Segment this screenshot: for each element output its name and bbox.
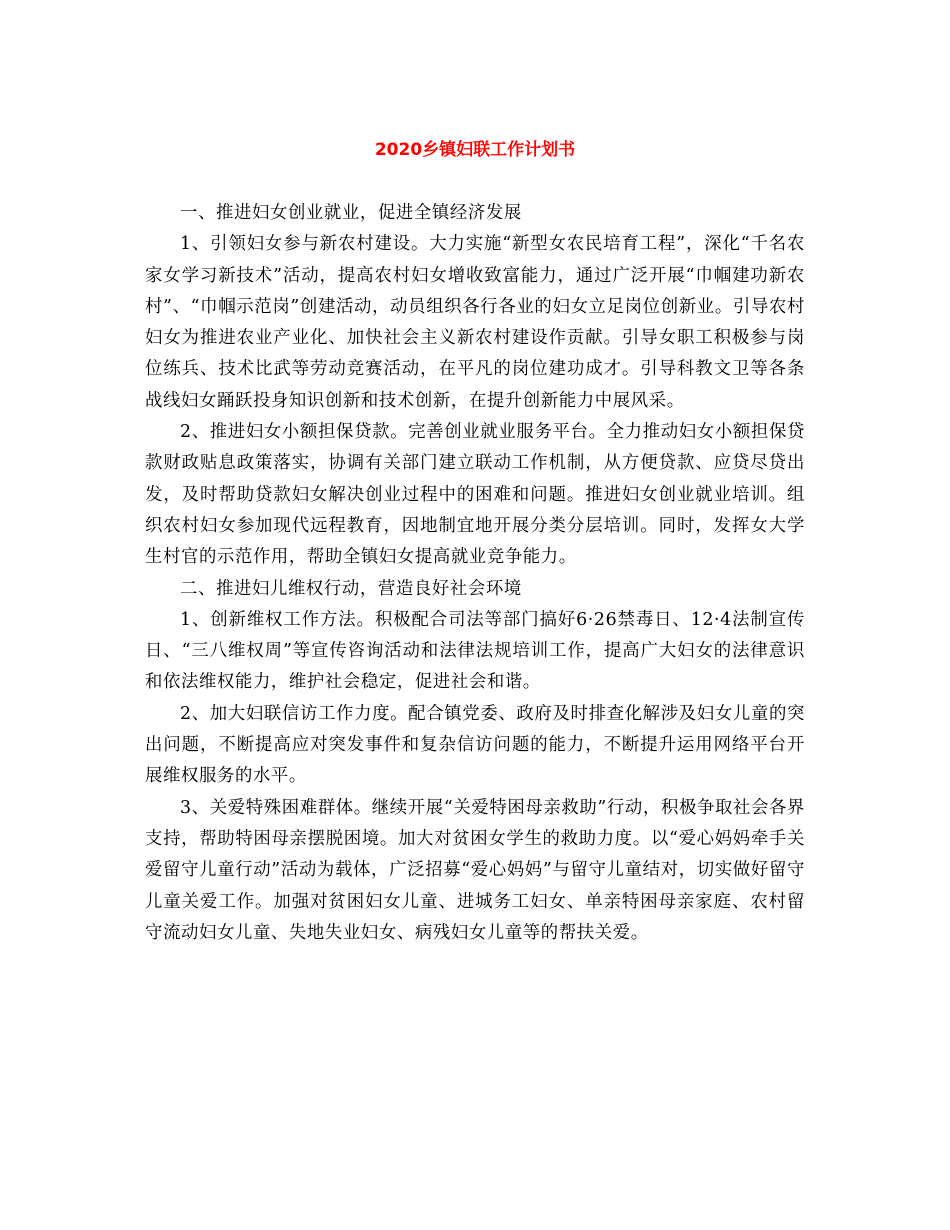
- document-title: 2020乡镇妇联工作计划书: [374, 140, 576, 160]
- document-body: [145, 198, 805, 949]
- paragraph: 2、推进妇女小额担保贷款。完善创业就业服务平台。全力推动妇女小额担保贷款财政贴息政策落实，协调有关部门建立联动工作机制，从方便贷款、应贷尽贷出发，及时帮助贷款妇女解决创业过程中的困难和问题。推进妇女创业就业培训。组织农村妇女参加现代远程教育，因地制宜地开展分类分层培训。同时，发挥女大学生村官的示范作用，帮助全镇妇女提高就业竞争能力。: [145, 422, 805, 568]
- section-heading: 一、推进妇女创业就业，促进全镇经济发展: [180, 203, 522, 223]
- paragraph: 2、加大妇联信访工作力度。配合镇党委、政府及时排查化解涉及妇女儿童的突出问题，不断提高应对突发事件和复杂信访问题的能力，不断提升运用网络平台开展维权服务的水平。: [145, 703, 805, 787]
- paragraph: 1、创新维权工作方法。积极配合司法等部门搞好6·26禁毒日、12·4法制宣传日、“三八维权周”等宣传咨询活动和法律法规培训工作，提高广大妇女的法律意识和依法维权能力，维护社会稳定，促进社会和谐。: [145, 609, 805, 693]
- paragraph: 3、关爱特殊困难群体。继续开展“关爱特困母亲救助”行动，积极争取社会各界支持，帮助特困母亲摆脱困境。加大对贫困女学生的救助力度。以“爱心妈妈牵手关爱留守儿童行动”活动为载体，广泛招募“爱心妈妈”与留守儿童结对，切实做好留守儿童关爱工作。加强对贫困妇女儿童、进城务工妇女、单亲特困母亲家庭、农村留守流动妇女儿童、失地失业妇女、病残妇女儿童等的帮扶关爱。: [145, 797, 805, 943]
- section-heading: 二、推进妇儿维权行动，营造良好社会环境: [180, 578, 522, 599]
- paragraph: 1、引领妇女参与新农村建设。大力实施“新型女农民培育工程”，深化“千名农家女学习新技术”活动，提高农村妇女增收致富能力，通过广泛开展“巾帼建功新农村”、“巾帼示范岗”创建活动，动员组织各行各业的妇女立足岗位创新业。引导农村妇女为推进农业产业化、加快社会主义新农村建设作贡献。引导女职工积极参与岗位练兵、技术比武等劳动竞赛活动，在平凡的岗位建功成才。引导科教文卫等各条战线妇女踊跃投身知识创新和技术创新，在提升创新能力中展风采。: [145, 234, 805, 411]
